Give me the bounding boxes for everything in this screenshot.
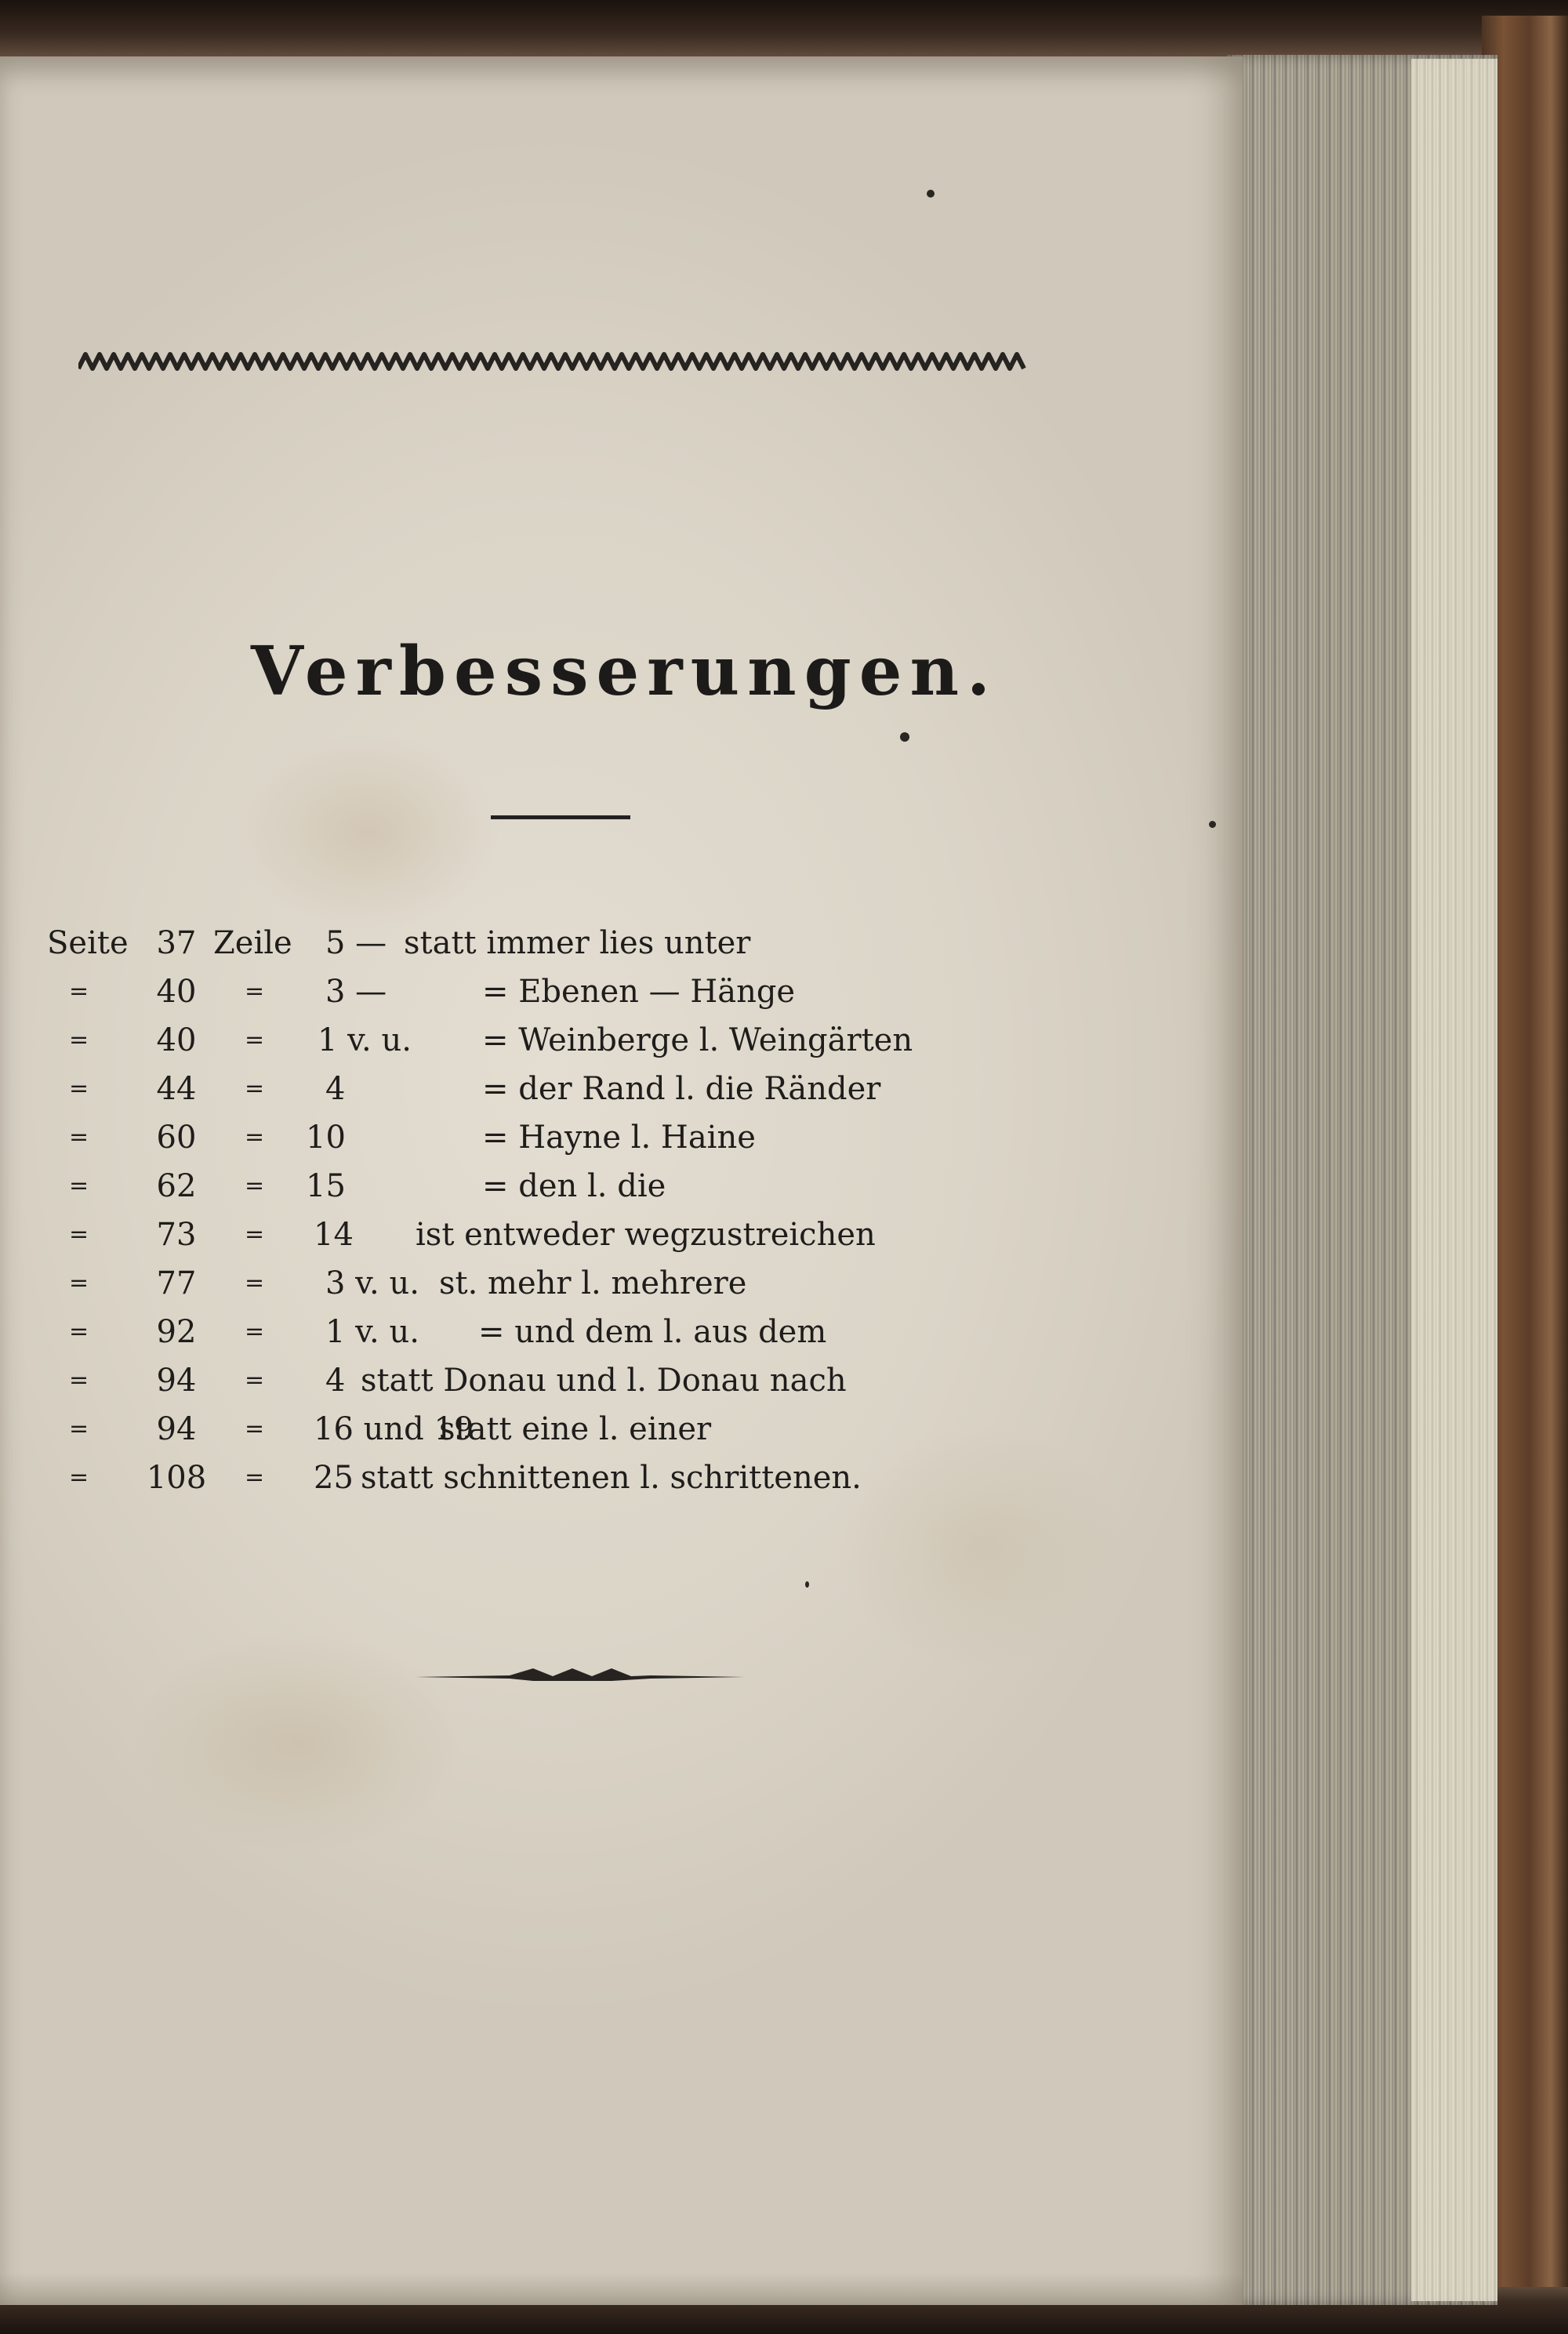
- errata-zeile: =: [245, 1075, 265, 1102]
- ink-fleck: [900, 732, 909, 742]
- errata-line: 1 v. u.: [325, 1314, 419, 1350]
- errata-zeile: =: [245, 978, 265, 1005]
- book-cover-top: [0, 0, 1568, 63]
- errata-label: Seite: [47, 925, 129, 961]
- errata-text: statt schnittenen l. schrittenen.: [361, 1460, 862, 1496]
- errata-text: = Hayne l. Haine: [482, 1120, 756, 1156]
- ink-fleck: [1209, 821, 1216, 828]
- errata-row: [47, 1113, 1066, 1162]
- errata-row: [47, 1065, 1066, 1113]
- errata-page: 44: [156, 1071, 197, 1107]
- errata-page: 62: [156, 1168, 197, 1204]
- zigzag-ornament: [78, 347, 1027, 378]
- errata-line: 4: [325, 1071, 346, 1107]
- errata-zeile: =: [245, 1221, 265, 1248]
- errata-row: [47, 1356, 1066, 1405]
- errata-page: 108: [146, 1460, 207, 1496]
- tail-ornament: [416, 1665, 745, 1689]
- errata-line: 1 v. u.: [318, 1022, 412, 1058]
- title-rule: [491, 815, 630, 819]
- errata-line: 4: [325, 1363, 346, 1399]
- errata-zeile: =: [245, 1415, 265, 1443]
- errata-line: 16 und 19: [314, 1411, 474, 1447]
- errata-line: 15: [306, 1168, 346, 1204]
- errata-line: 3 —: [325, 974, 387, 1010]
- errata-zeile: =: [245, 1026, 265, 1054]
- errata-label: =: [69, 1026, 89, 1054]
- errata-zeile: Zeile: [213, 925, 292, 961]
- errata-zeile: =: [245, 1172, 265, 1200]
- errata-text: = und dem l. aus dem: [478, 1314, 827, 1350]
- book-page: [0, 56, 1243, 2305]
- errata-text: st. mehr l. mehrere: [439, 1265, 747, 1301]
- errata-zeile: =: [245, 1464, 265, 1491]
- errata-row: [47, 1259, 1066, 1308]
- errata-row: [47, 919, 1066, 967]
- errata-text: ist entweder wegzustreichen: [416, 1217, 876, 1253]
- errata-zeile: =: [245, 1269, 265, 1297]
- errata-zeile: =: [245, 1123, 265, 1151]
- errata-row: [47, 1016, 1066, 1065]
- errata-label: =: [69, 1075, 89, 1102]
- errata-row: [47, 1308, 1066, 1356]
- errata-label: =: [69, 1464, 89, 1491]
- errata-line: 10: [306, 1120, 346, 1156]
- errata-zeile: =: [245, 1367, 265, 1394]
- errata-label: =: [69, 1123, 89, 1151]
- errata-page: 94: [156, 1411, 197, 1447]
- errata-row: [47, 1162, 1066, 1211]
- errata-page: 92: [156, 1314, 197, 1350]
- ink-fleck: [805, 1581, 809, 1588]
- errata-text: statt immer lies unter: [404, 925, 751, 961]
- ink-fleck: [927, 190, 935, 198]
- errata-page: 73: [156, 1217, 197, 1253]
- errata-page: 94: [156, 1363, 197, 1399]
- errata-text: = Weinberge l. Weingärten: [482, 1022, 913, 1058]
- errata-page: 40: [156, 974, 197, 1010]
- errata-label: =: [69, 1172, 89, 1200]
- errata-text: statt Donau und l. Donau nach: [361, 1363, 847, 1399]
- errata-label: =: [69, 978, 89, 1005]
- errata-row: [47, 967, 1066, 1016]
- errata-zeile: =: [245, 1318, 265, 1345]
- errata-page: 37: [156, 925, 197, 961]
- errata-label: =: [69, 1318, 89, 1345]
- errata-list: [47, 919, 1066, 1502]
- errata-label: =: [69, 1415, 89, 1443]
- errata-text: = der Rand l. die Ränder: [482, 1071, 881, 1107]
- errata-page: 77: [156, 1265, 197, 1301]
- errata-line: 25: [314, 1460, 354, 1496]
- errata-row: [47, 1405, 1066, 1454]
- errata-label: =: [69, 1269, 89, 1297]
- errata-text: = Ebenen — Hänge: [482, 974, 796, 1010]
- errata-label: =: [69, 1367, 89, 1394]
- errata-page: 40: [156, 1022, 197, 1058]
- errata-text: = den l. die: [482, 1168, 666, 1204]
- errata-row: [47, 1211, 1066, 1259]
- page-bottom-shade: [0, 2274, 1243, 2305]
- errata-page: 60: [156, 1120, 197, 1156]
- errata-text: statt eine l. einer: [439, 1411, 712, 1447]
- errata-label: =: [69, 1221, 89, 1248]
- page-title: Verbesserungen.: [251, 632, 998, 711]
- errata-row: [47, 1454, 1066, 1502]
- page-block-edges-light: [1411, 59, 1497, 2301]
- errata-line: 5 —: [325, 925, 387, 961]
- errata-line: 14: [314, 1217, 354, 1253]
- errata-line: 3 v. u.: [325, 1265, 419, 1301]
